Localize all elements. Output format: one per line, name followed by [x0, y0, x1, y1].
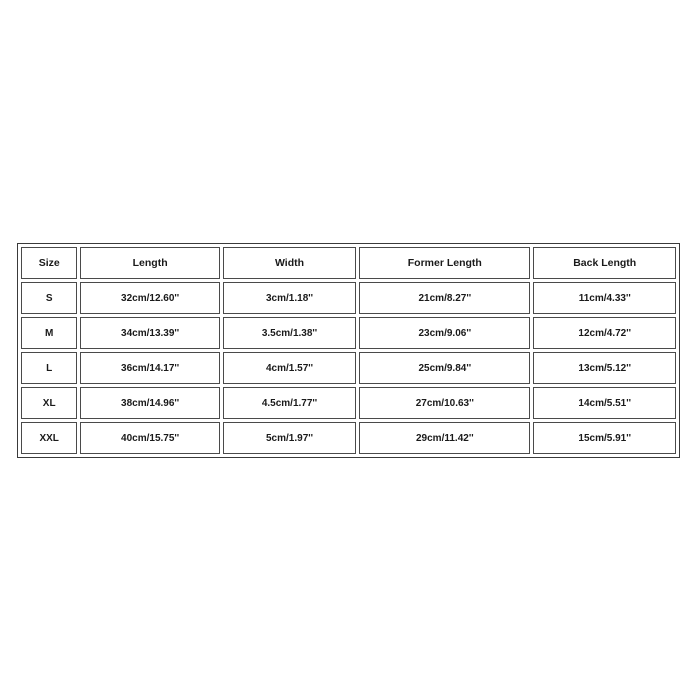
- cell-width: 3cm/1.18'': [223, 282, 356, 314]
- header-length: Length: [80, 247, 219, 279]
- cell-length: 40cm/15.75'': [80, 422, 219, 454]
- cell-length: 38cm/14.96'': [80, 387, 219, 419]
- cell-size: XXL: [21, 422, 77, 454]
- cell-size: S: [21, 282, 77, 314]
- cell-size: XL: [21, 387, 77, 419]
- size-chart-table: [17, 243, 680, 458]
- cell-former-length: 27cm/10.63'': [359, 387, 530, 419]
- cell-former-length: 29cm/11.42'': [359, 422, 530, 454]
- cell-size: L: [21, 352, 77, 384]
- cell-width: 5cm/1.97'': [223, 422, 356, 454]
- cell-width: 3.5cm/1.38'': [223, 317, 356, 349]
- table-row: [21, 317, 676, 349]
- header-former-length: Former Length: [359, 247, 530, 279]
- cell-size: M: [21, 317, 77, 349]
- cell-back-length: 15cm/5.91'': [533, 422, 676, 454]
- cell-back-length: 11cm/4.33'': [533, 282, 676, 314]
- cell-width: 4cm/1.57'': [223, 352, 356, 384]
- cell-back-length: 14cm/5.51'': [533, 387, 676, 419]
- cell-length: 36cm/14.17'': [80, 352, 219, 384]
- header-back-length: Back Length: [533, 247, 676, 279]
- cell-length: 34cm/13.39'': [80, 317, 219, 349]
- header-size: Size: [21, 247, 77, 279]
- table-row: [21, 352, 676, 384]
- cell-width: 4.5cm/1.77'': [223, 387, 356, 419]
- table-row: [21, 387, 676, 419]
- table-row: [21, 422, 676, 454]
- header-row: [21, 247, 676, 279]
- cell-former-length: 21cm/8.27'': [359, 282, 530, 314]
- cell-former-length: 23cm/9.06'': [359, 317, 530, 349]
- header-width: Width: [223, 247, 356, 279]
- cell-back-length: 13cm/5.12'': [533, 352, 676, 384]
- table-row: [21, 282, 676, 314]
- cell-length: 32cm/12.60'': [80, 282, 219, 314]
- cell-back-length: 12cm/4.72'': [533, 317, 676, 349]
- cell-former-length: 25cm/9.84'': [359, 352, 530, 384]
